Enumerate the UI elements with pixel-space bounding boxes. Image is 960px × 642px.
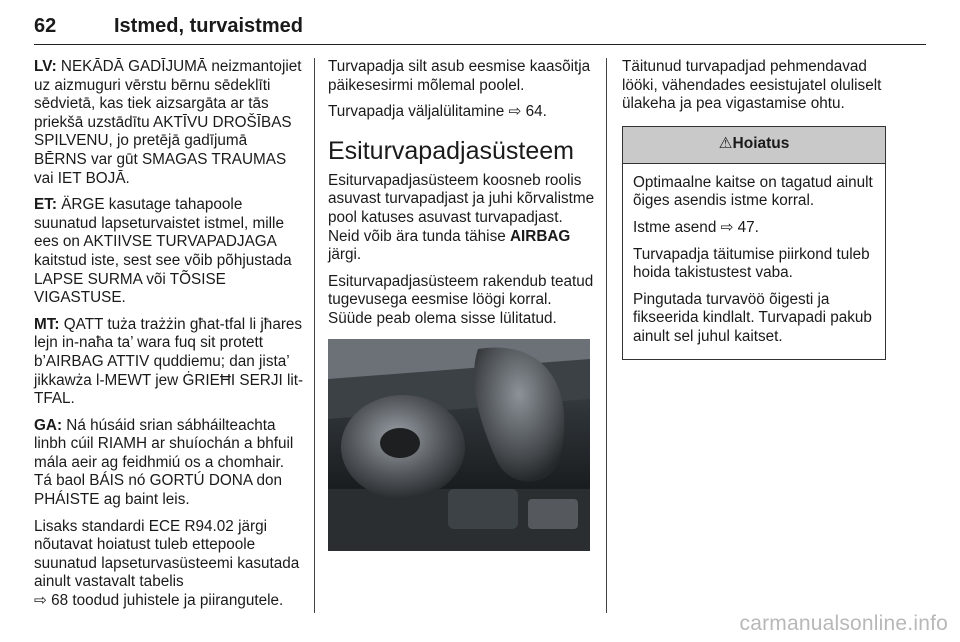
section-heading: Esiturvapadjasüsteem [328, 136, 574, 165]
column-divider [606, 58, 607, 613]
airbag-photo [328, 339, 590, 551]
paragraph-et: ET: ÄRGE kasutage tahapoole suunatud lapseturvaistet istmel, mille ees on AKTIIVSE TURVAPADJAGA kaitstud iste, sest see võib põhjustada LAPSE SURMA või TÕSISE VIGASTUSE. [34, 196, 292, 307]
arrow-reference-icon: ⇨ [720, 218, 734, 236]
lang-label: ET: [34, 196, 57, 214]
watermark: carmanualsonline.info [739, 612, 948, 635]
paragraph-ece: Lisaks standardi ECE R94.02 järgi nõutavat hoiatust tuleb ettepoole suunatud lapseturvasüsteemi kasutada ainult vastavalt tabelis ⇨ 68 toodud juhistele ja piirangutele. [34, 517, 300, 610]
lang-label: LV: [34, 58, 57, 75]
column-left [34, 58, 304, 619]
warning-triangle-icon: ⚠ [718, 135, 733, 153]
arrow-reference-icon: ⇨ [34, 592, 47, 610]
column-right [622, 58, 888, 360]
paragraph-ga: GA: Ná húsáid srian sábháilteachta linbh cúil RIAMH ar shuíochán a bhfuil mála aeir ag feidhmiú os a chomhair. Tá baol BÁIS nó GORTÚ DONA don PHÁISTE ag baint leis. [34, 416, 294, 509]
page-reference-link[interactable]: 64. [525, 103, 547, 121]
paragraph-deployment: Esiturvapadjasüsteem rakendub teatud tugevusega eesmise löögi korral. Süüde peab olema sisse lülitatud. [328, 272, 594, 327]
paragraph-lv: LV: NEKĀDĀ GADĪJUMĀ neizmantojiet uz aizmuguri vērstu bērnu sēdeklīti sēdvietā, kas tiek aizsargāta ar tās priekšā uzstādītu AKTĪVU DROŠĪBAS SPILVENU, jo pretējā gadījumā BĒRNS var gūt SMAGAS TRAUMAS vai IET BOJĀ. [34, 58, 302, 187]
page-number: 62 [34, 14, 57, 37]
paragraph-system: Esiturvapadjasüsteem koosneb roolis asuvast turvapadjast ja juhi kõrvalistme pool katuses asuvast turvapadjast. Neid võib ära tunda tähise AIRBAG järgi. [328, 171, 595, 264]
lang-label: GA: [34, 416, 63, 434]
page-reference-link[interactable]: 68 toodud juhistele ja piirangutele. [51, 592, 284, 610]
arrow-reference-icon: ⇨ [508, 103, 522, 121]
page-title: Istmed, turvaistmed [114, 14, 303, 37]
lang-label: MT: [34, 315, 60, 333]
paragraph-mt: MT: QATT tuża trażżin għat-tfal li jħares lejn in-naħa ta’ wara fuq sit protett b’AIRBAG ATTIV quddiemu; dan jista’ jikkawża l-MEWT jew ĠRIEĦI SERJI lit-TFAL. [34, 315, 304, 408]
page-header [34, 8, 926, 45]
warning-title: ⚠ Hoiatus [623, 127, 885, 164]
airbag-illustration [328, 339, 590, 551]
airbag-label: AIRBAG [509, 227, 571, 245]
warning-box [622, 126, 886, 360]
warning-body: Optimaalne kaitse on tagatud ainult õiges asendis istme korral. Istme asend ⇨ 47. Turvapadja täitumise piirkond tuleb hoida takistustest vaba. Pingutada turvavöö õigesti ja fikseerida kindlalt. Turvapadi pakub ainult sel juhul kaitset. [633, 173, 873, 345]
paragraph-deactivation: Turvapadja väljalülitamine ⇨ 64. [328, 103, 547, 121]
paragraph-protection: Täitunud turvapadjad pehmendavad lööki, vähendades eesistujatel oluliselt ülakeha ja pea vigastamise ohtu. [622, 58, 882, 113]
column-middle [328, 58, 596, 551]
paragraph-label-location: Turvapadja silt asub eesmise kaasõitja päikesesirmi mõlemal poolel. [328, 58, 591, 94]
column-divider [314, 58, 315, 613]
page-reference-link[interactable]: 47. [737, 218, 759, 236]
